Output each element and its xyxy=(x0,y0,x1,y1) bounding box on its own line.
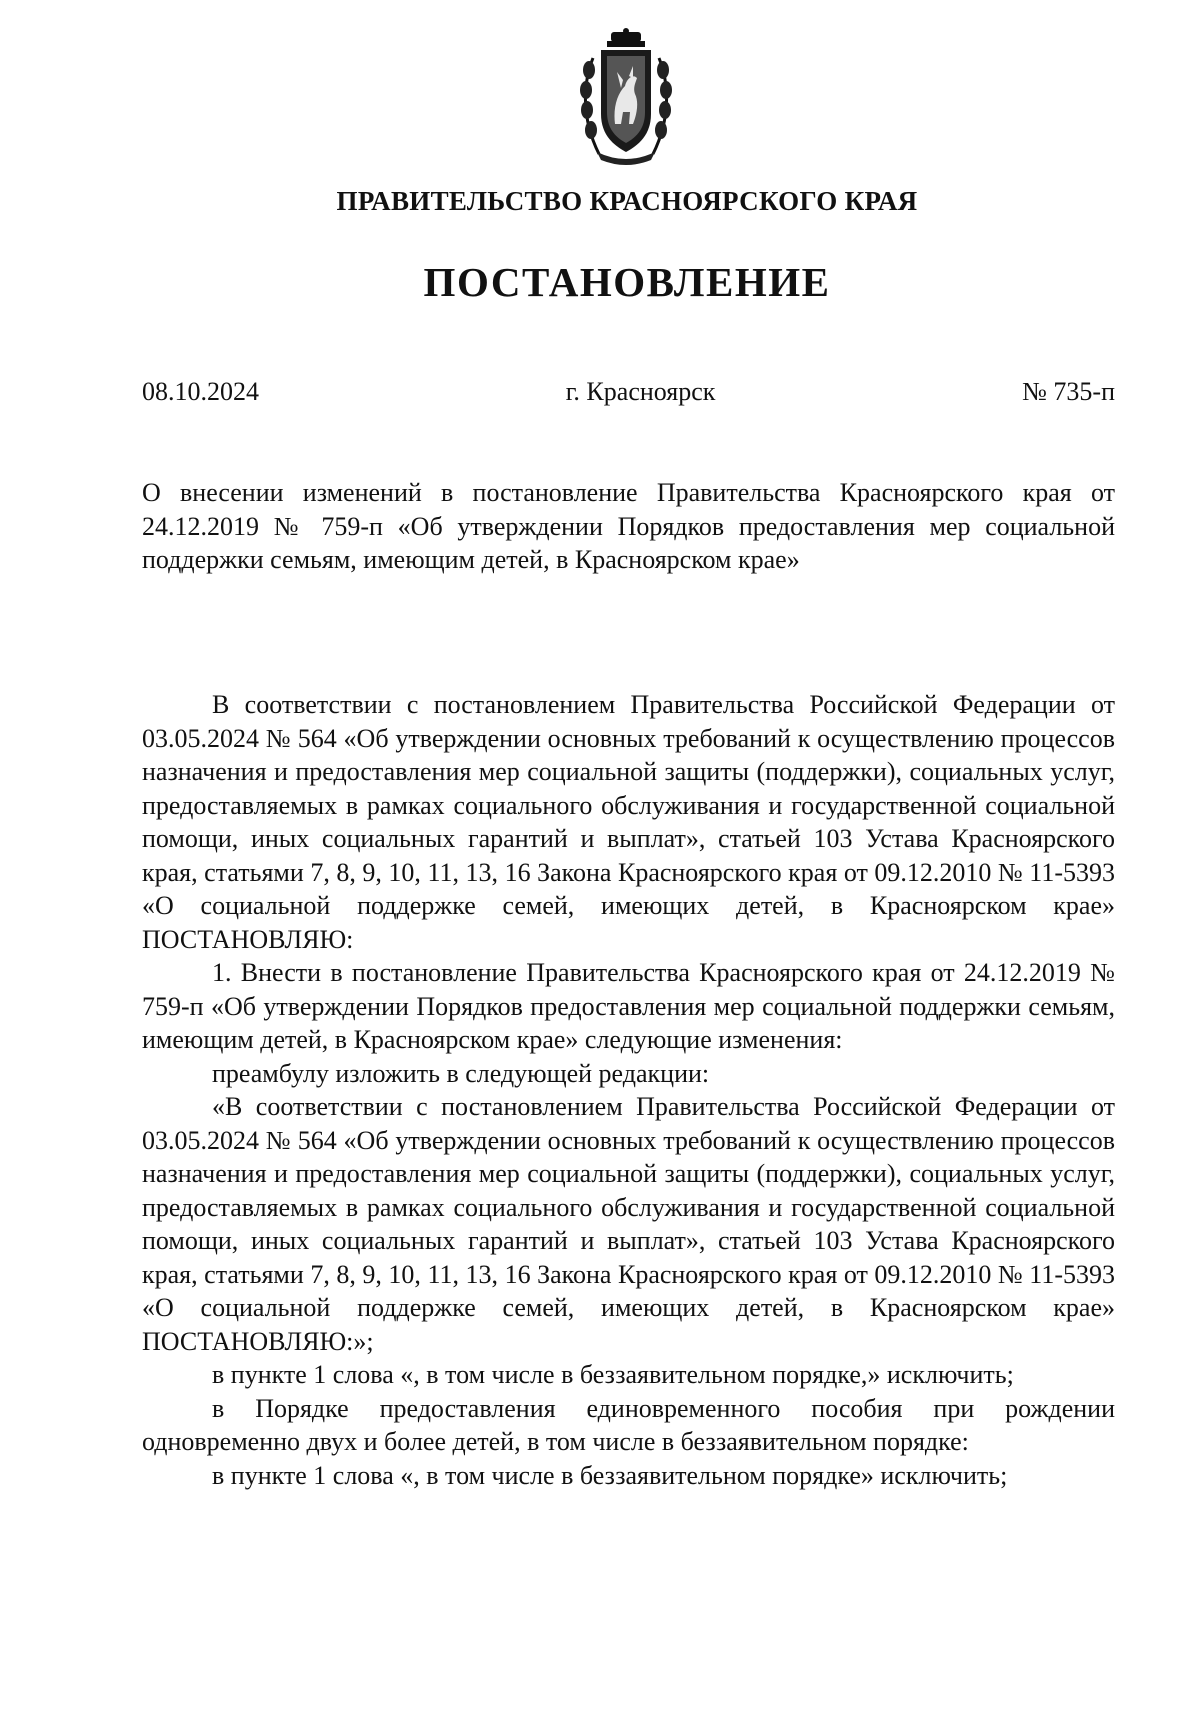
coat-of-arms-icon xyxy=(577,28,675,168)
document-type-title: ПОСТАНОВЛЕНИЕ xyxy=(423,259,831,305)
paragraph-preamble: В соответствии с постановлением Правительства Российской Федерации от 03.05.2024 № 564 «Об утверждении основных требований к осуществлению процессов назначения и предоставления мер социальной защиты (поддержки), социальных услуг, предоставляемых в рамках социального обслуживания и государственной социальной помощи, иных социальных гарантий и выплат», статьей 103 Устава Красноярского края, статьями 7, 8, 9, 10, 11, 13, 16 Закона Красноярского края от 09.12.2010 № 11-5393 «О социальной поддержке семей, имеющих детей, в Красноярском крае» ПОСТАНОВЛЯЮ: xyxy=(142,690,1115,954)
paragraph-procedure-change: в Порядке предоставления единовременного пособия при рождении одновременно двух и более детей, в том числе в беззаявительном порядке: xyxy=(142,1393,1115,1456)
paragraph-new-preamble: «В соответствии с постановлением Правительства Российской Федерации от 03.05.2024 № 564 «Об утверждении основных требований к осуществлению процессов назначения и предоставления мер социальной защиты (поддержки), социальных услуг, предоставляемых в рамках социального обслуживания и государственной социальной помощи, иных социальных гарантий и выплат», статьей 103 Устава Красноярского края, статьями 7, 8, 9, 10, 11, 13, 16 Закона Красноярского края от 09.12.2010 № 11-5393 «О социальной поддержке семей, имеющих детей, в Красноярском крае» ПОСТАНОВЛЯЮ:»; xyxy=(142,1092,1115,1356)
document-subject: О внесении изменений в постановление Правительства Красноярского края от 24.12.2019 № 759-п «Об утверждении Порядков предоставления мер социальной поддержки семьям, имеющим детей, в Красноярском крае» xyxy=(142,478,1115,574)
document-date: 08.10.2024 xyxy=(142,377,259,406)
paragraph-preamble-change: преамбулу изложить в следующей редакции: xyxy=(212,1058,710,1088)
document-city: г. Красноярск xyxy=(565,377,716,406)
paragraph-point-1-change: в пункте 1 слова «, в том числе в беззаявительном порядке,» исключить; xyxy=(212,1360,1014,1389)
document-body xyxy=(142,688,1115,1492)
document-number: № 735-п xyxy=(1022,377,1115,406)
organization-title: ПРАВИТЕЛЬСТВО КРАСНОЯРСКОГО КРАЯ xyxy=(336,186,918,216)
paragraph-procedure-point-1: в пункте 1 слова «, в том числе в беззаявительном порядке» исключить; xyxy=(212,1460,1008,1490)
document-meta-line xyxy=(142,377,1115,407)
paragraph-item-1: 1. Внести в постановление Правительства Красноярского края от 24.12.2019 № 759-п «Об утверждении Порядков предоставления мер социальной поддержки семьям, имеющим детей, в Красноярском крае» следующие изменения: xyxy=(142,958,1115,1054)
